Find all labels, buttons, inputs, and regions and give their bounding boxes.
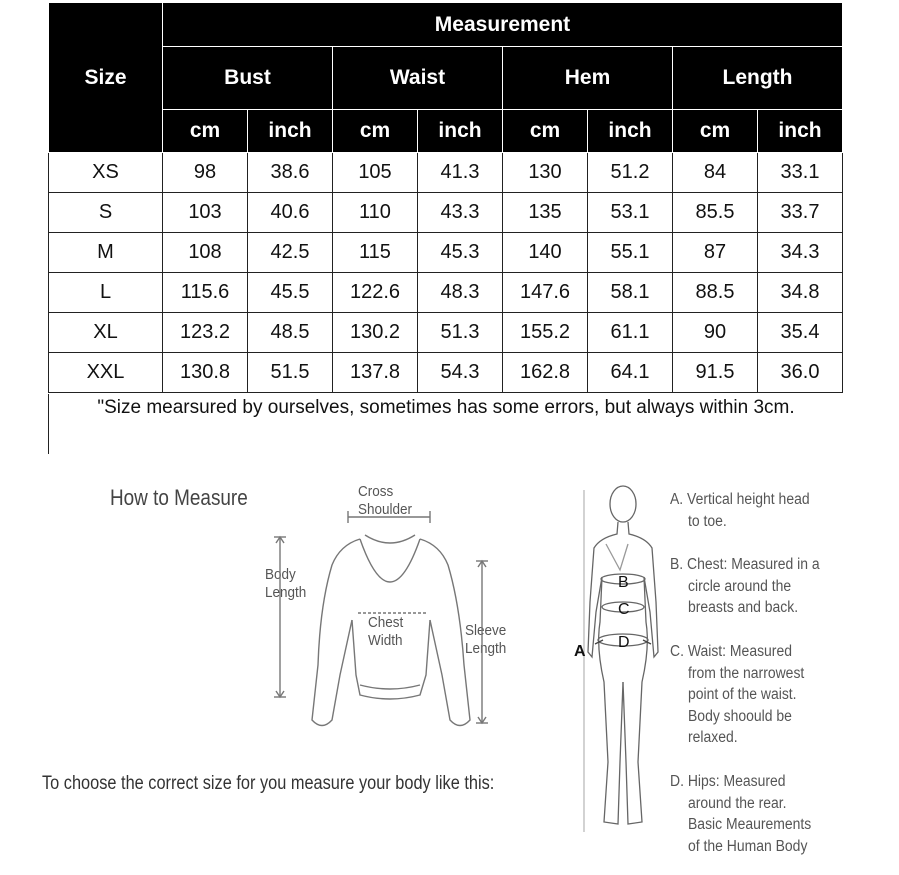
value-cell: 84 (673, 153, 758, 193)
choose-size-instruction: To choose the correct size for you measure your body like this: (42, 773, 495, 794)
value-cell: 61.1 (588, 313, 673, 353)
unit-header: inch (588, 110, 673, 153)
legend-b: B. Chest: Measured in a circle around the breasts and back. (670, 556, 820, 616)
value-cell: 98 (163, 153, 248, 193)
how-to-measure-title: How to Measure (110, 485, 248, 510)
group-header-length: Length (673, 47, 843, 110)
value-cell: 48.3 (418, 273, 503, 313)
value-cell: 45.3 (418, 233, 503, 273)
value-cell: 33.7 (758, 193, 843, 233)
legend-d: D. Hips: Measured around the rear. Basic Meaurements of the Human Body (670, 773, 812, 855)
human-figure-icon (570, 482, 670, 842)
value-cell: 130.2 (333, 313, 418, 353)
group-header-waist: Waist (333, 47, 503, 110)
value-cell: 115.6 (163, 273, 248, 313)
value-cell: 115 (333, 233, 418, 273)
unit-header: cm (163, 110, 248, 153)
value-cell: 54.3 (418, 353, 503, 393)
value-cell: 51.2 (588, 153, 673, 193)
group-header-bust: Bust (163, 47, 333, 110)
value-cell: 33.1 (758, 153, 843, 193)
cross-shoulder-label: Cross Shoulder (358, 483, 413, 518)
table-row (49, 153, 843, 193)
value-cell: 58.1 (588, 273, 673, 313)
group-header-hem: Hem (503, 47, 673, 110)
value-cell: 35.4 (758, 313, 843, 353)
unit-header: inch (418, 110, 503, 153)
value-cell: 51.5 (248, 353, 333, 393)
value-cell: 140 (503, 233, 588, 273)
value-cell: 48.5 (248, 313, 333, 353)
value-cell: 88.5 (673, 273, 758, 313)
table-row (49, 273, 843, 313)
value-cell: 87 (673, 233, 758, 273)
size-cell: L (49, 273, 163, 313)
value-cell: 135 (503, 193, 588, 233)
value-cell: 162.8 (503, 353, 588, 393)
size-cell: XL (49, 313, 163, 353)
figure-label-c: C (618, 601, 630, 618)
table-row (49, 193, 843, 233)
legend-a: A. Vertical height head to toe. (670, 491, 810, 530)
value-cell: 53.1 (588, 193, 673, 233)
size-cell: XXL (49, 353, 163, 393)
value-cell: 103 (163, 193, 248, 233)
value-cell: 110 (333, 193, 418, 233)
figure-label-a: A (574, 643, 586, 660)
measurement-header: Measurement (163, 3, 843, 47)
value-cell: 137.8 (333, 353, 418, 393)
value-cell: 42.5 (248, 233, 333, 273)
value-cell: 36.0 (758, 353, 843, 393)
size-header: Size (49, 3, 163, 153)
value-cell: 155.2 (503, 313, 588, 353)
value-cell: 64.1 (588, 353, 673, 393)
value-cell: 108 (163, 233, 248, 273)
unit-header: inch (248, 110, 333, 153)
table-row (49, 233, 843, 273)
sleeve-length-label: Sleeve Length (465, 622, 507, 657)
size-cell: M (49, 233, 163, 273)
chest-width-label: Chest Width (368, 614, 404, 649)
value-cell: 34.3 (758, 233, 843, 273)
value-cell: 130.8 (163, 353, 248, 393)
body-length-label: Body Length (265, 566, 307, 601)
value-cell: 40.6 (248, 193, 333, 233)
value-cell: 55.1 (588, 233, 673, 273)
unit-header: inch (758, 110, 843, 153)
value-cell: 38.6 (248, 153, 333, 193)
size-cell: S (49, 193, 163, 233)
value-cell: 147.6 (503, 273, 588, 313)
table-row (49, 353, 843, 393)
size-cell: XS (49, 153, 163, 193)
value-cell: 45.5 (248, 273, 333, 313)
value-cell: 90 (673, 313, 758, 353)
value-cell: 123.2 (163, 313, 248, 353)
size-chart-table (48, 2, 843, 393)
figure-label-d: D (618, 634, 630, 651)
unit-header: cm (333, 110, 418, 153)
value-cell: 130 (503, 153, 588, 193)
value-cell: 51.3 (418, 313, 503, 353)
figure-label-b: B (618, 574, 629, 591)
sweater-diagram-icon (260, 505, 500, 740)
value-cell: 122.6 (333, 273, 418, 313)
value-cell: 85.5 (673, 193, 758, 233)
legend-c: C. Waist: Measured from the narrowest point of the waist. Body shoould be relaxed. (670, 643, 805, 746)
value-cell: 43.3 (418, 193, 503, 233)
table-row (49, 313, 843, 353)
value-cell: 34.8 (758, 273, 843, 313)
value-cell: 91.5 (673, 353, 758, 393)
unit-header: cm (673, 110, 758, 153)
unit-header: cm (503, 110, 588, 153)
size-note: "Size mearsured by ourselves, sometimes has some errors, but always within 3cm. (48, 394, 843, 454)
value-cell: 105 (333, 153, 418, 193)
value-cell: 41.3 (418, 153, 503, 193)
